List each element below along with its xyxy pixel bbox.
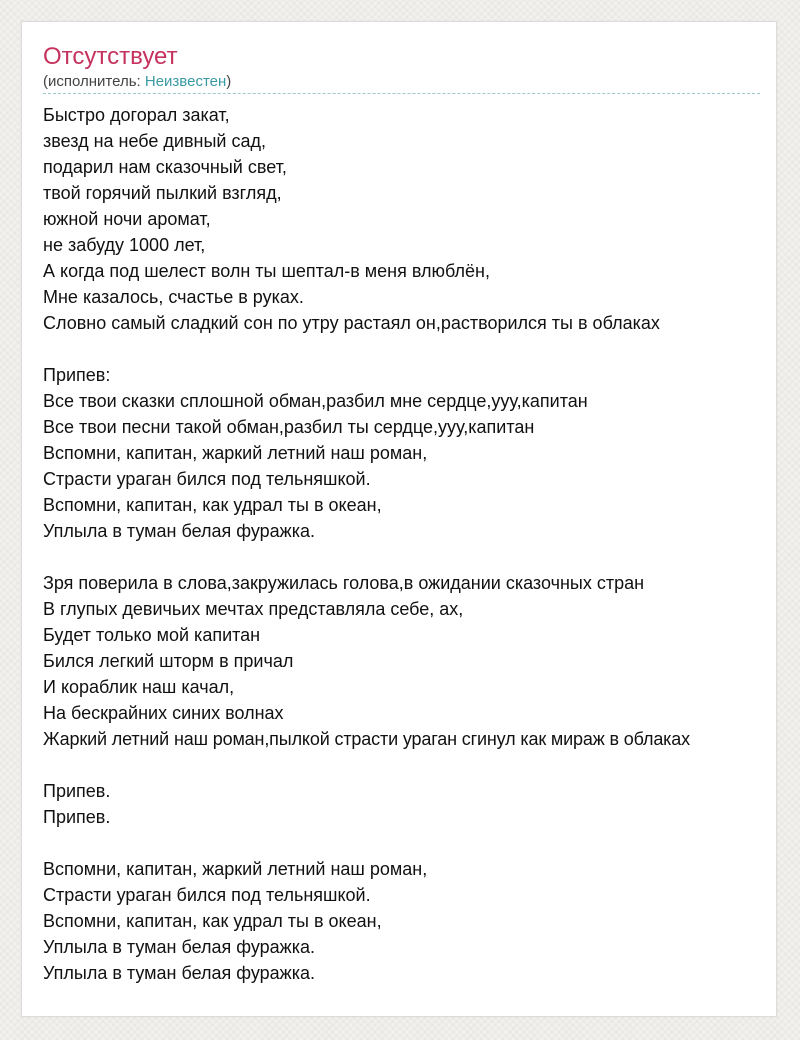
lyric-line: Жаркий летний наш роман,пылкой страсти ураган сгинул как мираж в облаках: [43, 729, 691, 749]
lyric-line: И кораблик наш качал,: [43, 677, 235, 697]
lyric-line: твой горячий пылкий взгляд,: [43, 183, 282, 203]
lyric-line: Припев.: [43, 807, 111, 827]
lyric-line: Будет только мой капитан: [43, 625, 261, 645]
lyric-line: Словно самый сладкий сон по утру растаял он,растворился ты в облаках: [43, 313, 660, 333]
lyric-line: Уплыла в туман белая фуражка.: [43, 937, 315, 957]
lyric-line: Все твои сказки сплошной обман,разбил мне сердце,ууу,капитан: [43, 391, 588, 411]
lyric-line: Все твои песни такой обман,разбил ты сердце,ууу,капитан: [43, 417, 535, 437]
divider: [43, 93, 760, 94]
lyric-line: звезд на небе дивный сад,: [43, 131, 266, 151]
stanza-break: [43, 336, 800, 362]
lyric-line: Уплыла в туман белая фуражка.: [43, 963, 315, 983]
artist-link[interactable]: Неизвестен: [144, 73, 227, 90]
song-title: Отсутствует: [43, 43, 178, 70]
lyric-line: Зря поверила в слова,закружилась голова,в ожидании сказочных стран: [43, 573, 645, 593]
lyric-line: На бескрайних синих волнах: [43, 703, 284, 723]
lyric-line: подарил нам сказочный свет,: [43, 157, 287, 177]
stanza-break: [43, 752, 800, 778]
artist-line: [43, 73, 231, 91]
lyric-line: Припев:: [43, 365, 111, 385]
lyric-line: Бился легкий шторм в причал: [43, 651, 294, 671]
lyric-line: Припев.: [43, 781, 111, 801]
lyric-line: Вспомни, капитан, жаркий летний наш роман,: [43, 859, 428, 879]
artist-prefix: (исполнитель:: [43, 73, 145, 90]
lyric-line: Страсти ураган бился под тельняшкой.: [43, 885, 371, 905]
lyric-line: не забуду 1000 лет,: [43, 235, 206, 255]
artist-suffix: ): [226, 73, 232, 90]
lyrics-card: [21, 21, 777, 1017]
lyric-line: А когда под шелест волн ты шептал-в меня влюблён,: [43, 261, 490, 281]
lyric-line: Страсти ураган бился под тельняшкой.: [43, 469, 371, 489]
lyric-line: Мне казалось, счастье в руках.: [43, 287, 304, 307]
stanza-break: [43, 830, 800, 856]
stanza-break: [43, 544, 800, 570]
lyric-line: В глупых девичьих мечтах представляла себе, ах,: [43, 599, 464, 619]
lyric-line: южной ночи аромат,: [43, 209, 211, 229]
lyric-line: Вспомни, капитан, как удрал ты в океан,: [43, 495, 382, 515]
lyric-line: Вспомни, капитан, как удрал ты в океан,: [43, 911, 382, 931]
lyric-line: Быстро догорал закат,: [43, 105, 230, 125]
lyrics-text: [43, 102, 800, 986]
lyric-line: Уплыла в туман белая фуражка.: [43, 521, 315, 541]
lyric-line: Вспомни, капитан, жаркий летний наш роман,: [43, 443, 428, 463]
